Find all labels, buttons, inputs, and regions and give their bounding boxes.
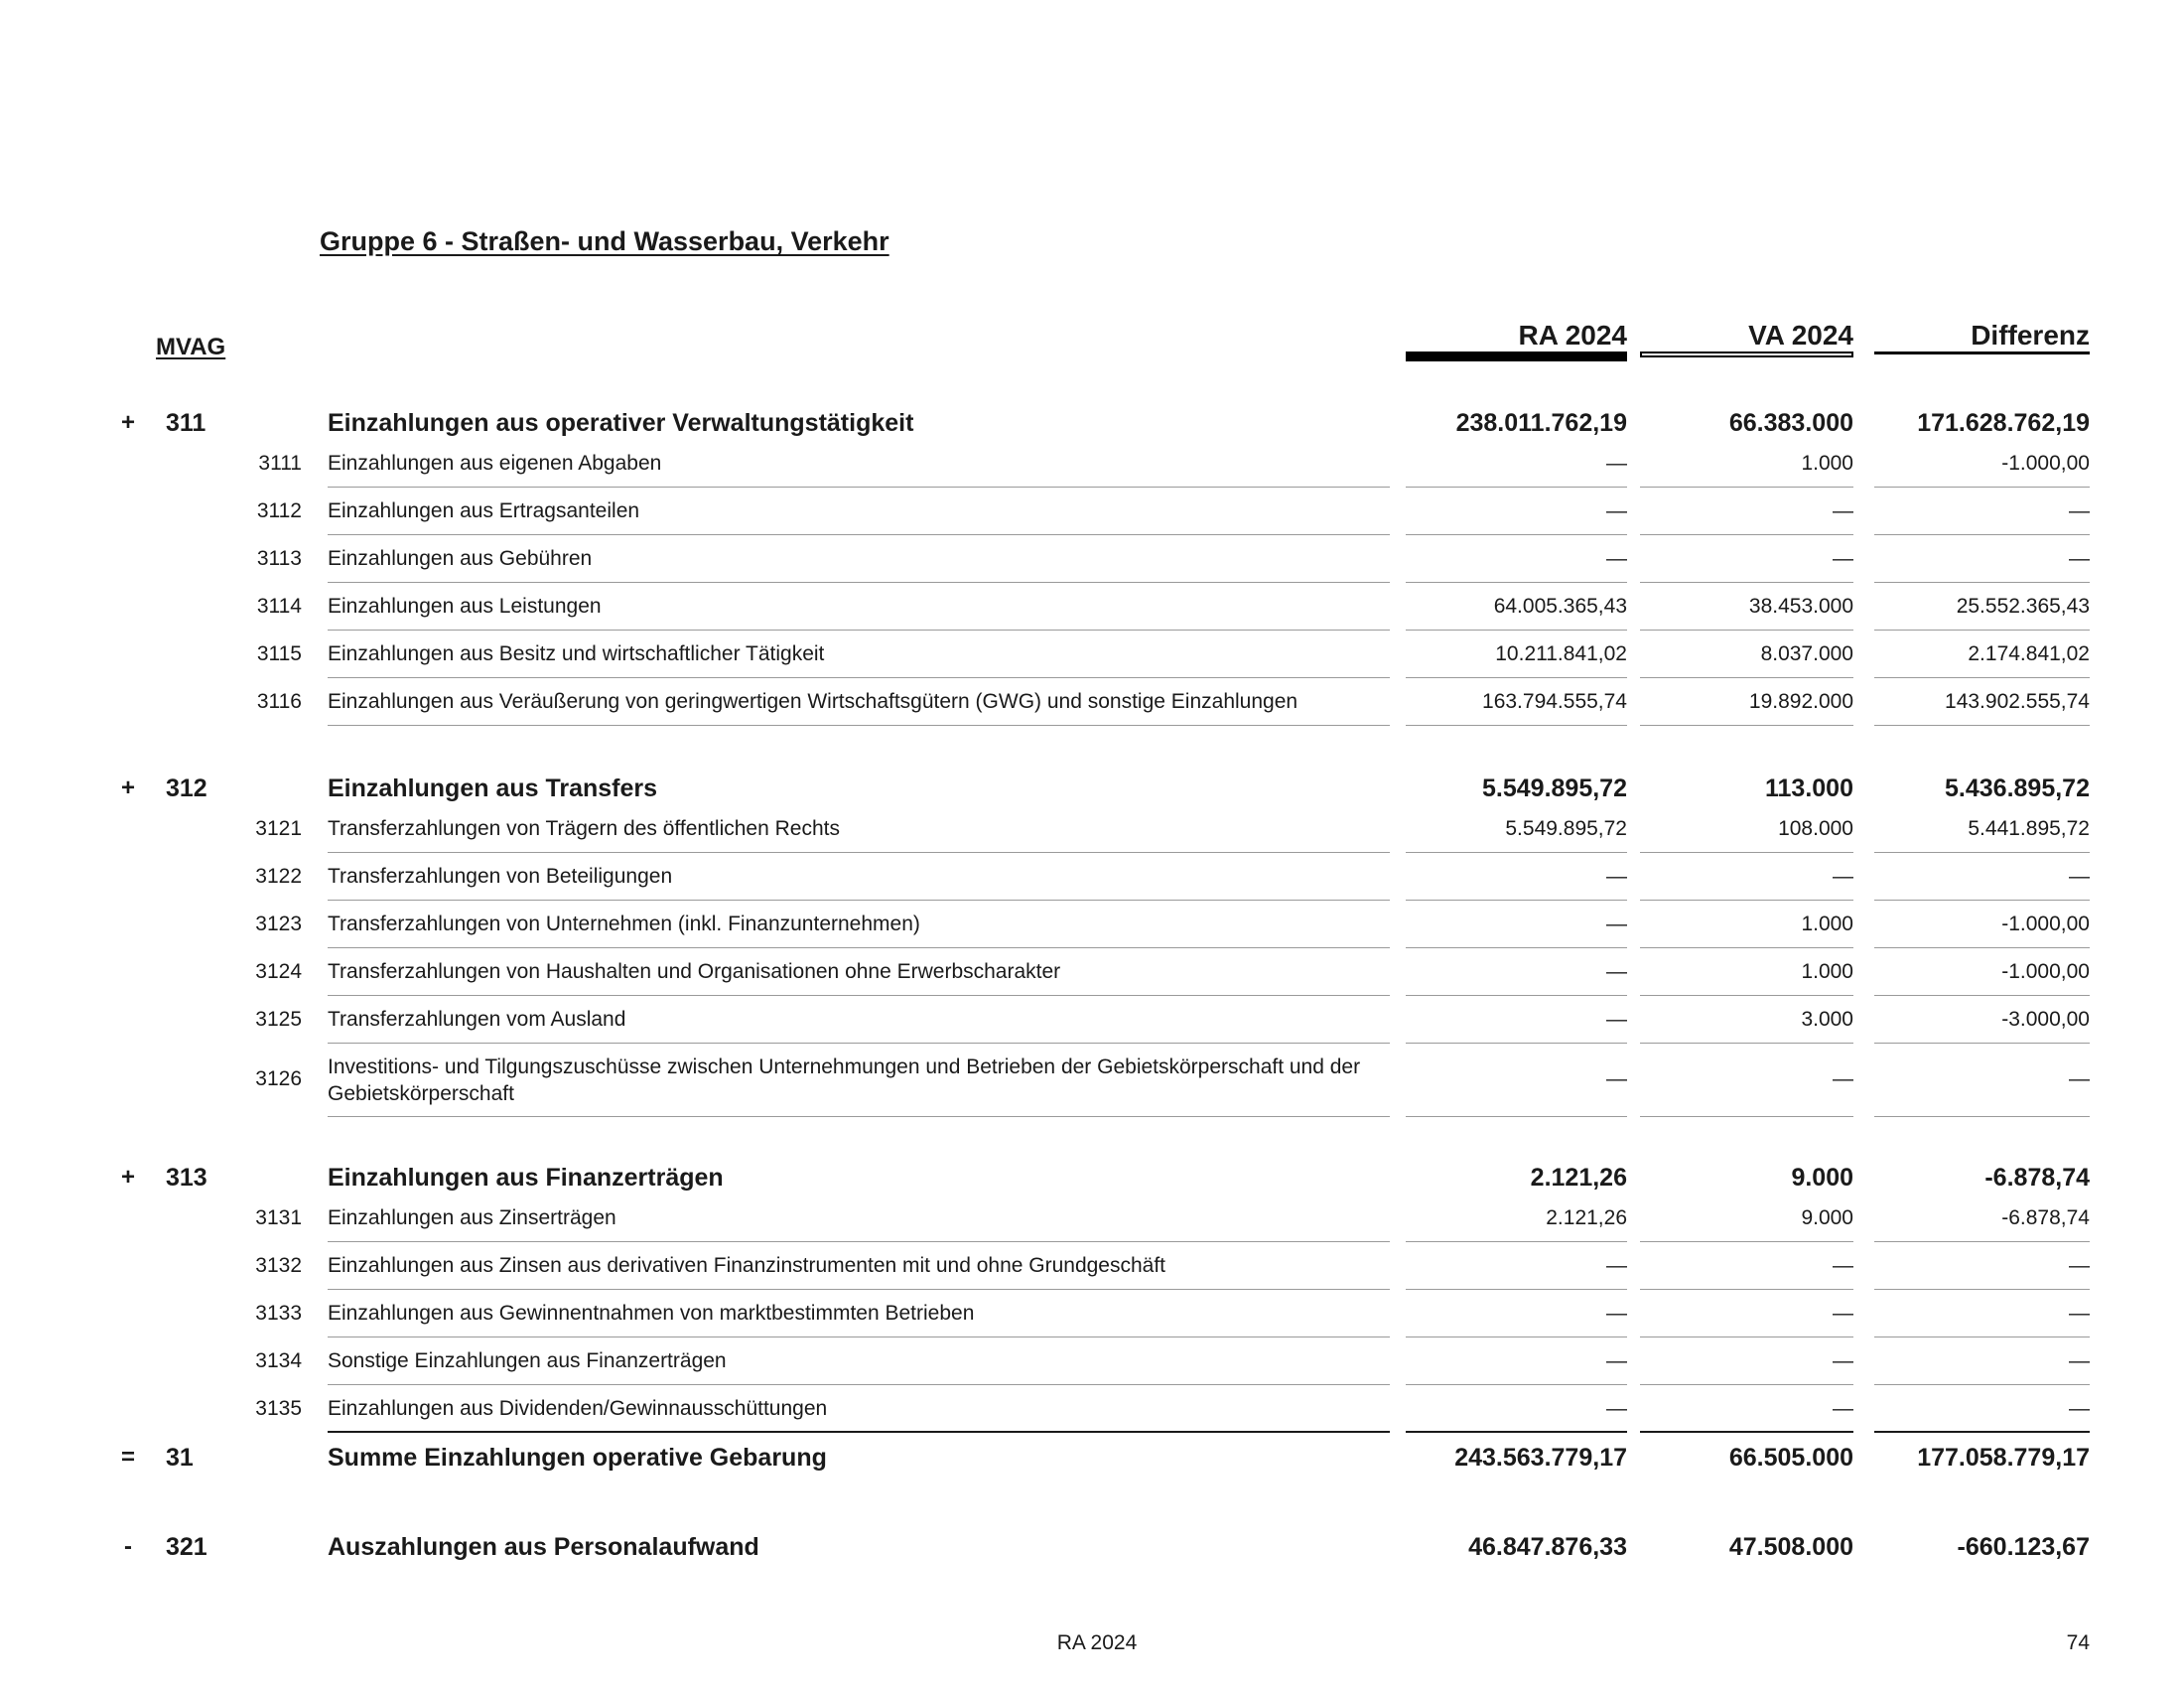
- table-row: [0, 996, 2184, 1044]
- row-value-diff: 5.436.895,72: [1945, 774, 2090, 802]
- row-value-ra: —: [1606, 452, 1627, 475]
- row-value-diff: —: [2069, 865, 2090, 888]
- table-row: [0, 948, 2184, 996]
- row-value-va: 1.000: [1801, 452, 1853, 475]
- table-row: [0, 488, 2184, 535]
- row-divider: [1874, 1116, 2090, 1117]
- row-divider: [1874, 725, 2090, 726]
- row-value-ra: —: [1606, 865, 1627, 888]
- row-label: Einzahlungen aus Transfers: [328, 774, 658, 802]
- row-label: Investitions- und Tilgungszuschüsse zwischen Unternehmungen und Betrieben der Gebietskörperschaft und der Gebietskörperschaft: [328, 1055, 1361, 1105]
- table-row: [0, 1044, 2184, 1117]
- row-value-ra: 2.121,26: [1546, 1206, 1627, 1229]
- table-row: [0, 1337, 2184, 1385]
- row-value-diff: -1.000,00: [2001, 913, 2090, 935]
- row-value-ra: —: [1606, 1397, 1627, 1420]
- row-value-va: —: [1833, 499, 1853, 522]
- table-row: [0, 1242, 2184, 1290]
- row-label: Einzahlungen aus Ertragsanteilen: [328, 499, 640, 522]
- table-row: [0, 1290, 2184, 1337]
- row-label: Einzahlungen aus Besitz und wirtschaftlicher Tätigkeit: [328, 642, 825, 665]
- row-divider: [328, 1116, 1390, 1117]
- row-value-ra: 46.847.876,33: [1468, 1533, 1627, 1561]
- table-row: [0, 583, 2184, 631]
- row-value-diff: —: [2069, 1067, 2090, 1090]
- row-value-va: 1.000: [1801, 960, 1853, 983]
- row-code: 3123: [255, 913, 302, 935]
- row-value-va: 66.505.000: [1728, 1444, 1853, 1472]
- row-value-diff: 143.902.555,74: [1945, 690, 2090, 713]
- row-sign: -: [124, 1533, 132, 1560]
- row-label: Einzahlungen aus operativer Verwaltungstätigkeit: [328, 409, 914, 437]
- row-sign: +: [120, 1164, 135, 1191]
- row-code: 3133: [255, 1302, 302, 1325]
- row-label: Einzahlungen aus Zinsen aus derivativen Finanzinstrumenten mit und ohne Grundgeschäft: [328, 1254, 1166, 1277]
- row-sign: +: [120, 409, 135, 436]
- row-label: Transferzahlungen vom Ausland: [328, 1008, 626, 1031]
- row-code: 3126: [255, 1067, 302, 1090]
- row-value-ra: —: [1606, 1349, 1627, 1372]
- row-code: 313: [166, 1164, 207, 1192]
- row-value-va: —: [1833, 547, 1853, 570]
- row-code: 311: [166, 409, 206, 437]
- table-row: [0, 1195, 2184, 1242]
- row-value-ra: 10.211.841,02: [1495, 642, 1627, 665]
- page-number: 74: [2066, 1631, 2090, 1654]
- row-divider: [328, 1431, 1390, 1433]
- row-value-ra: 238.011.762,19: [1455, 409, 1627, 437]
- row-value-diff: 2.174.841,02: [1968, 642, 2090, 665]
- row-value-diff: 177.058.779,17: [1917, 1444, 2090, 1472]
- row-value-diff: —: [2069, 499, 2090, 522]
- row-value-va: —: [1833, 1302, 1853, 1325]
- row-label: Einzahlungen aus Dividenden/Gewinnausschüttungen: [328, 1397, 828, 1420]
- row-value-va: 9.000: [1801, 1206, 1853, 1229]
- sum-row-31: [0, 1440, 2184, 1476]
- row-value-diff: —: [2069, 547, 2090, 570]
- row-value-diff: -6.878,74: [1984, 1164, 2090, 1192]
- row-value-va: —: [1833, 865, 1853, 888]
- row-code: 3134: [255, 1349, 302, 1372]
- table-row: [0, 901, 2184, 948]
- row-code: 31: [166, 1444, 194, 1472]
- row-value-va: 38.453.000: [1748, 595, 1853, 618]
- row-label: Transferzahlungen von Beteiligungen: [328, 865, 673, 888]
- column-header-va-2024: VA 2024: [1748, 320, 1853, 351]
- row-code: 3121: [255, 817, 302, 840]
- row-label: Transferzahlungen von Trägern des öffentlichen Rechts: [328, 817, 840, 840]
- row-value-ra: —: [1606, 1254, 1627, 1277]
- row-code: 3125: [255, 1008, 302, 1031]
- row-code: 3135: [255, 1397, 302, 1420]
- row-value-ra: —: [1606, 1008, 1627, 1031]
- footer-report-label: RA 2024: [1056, 1631, 1138, 1654]
- row-value-diff: -3.000,00: [2001, 1008, 2090, 1031]
- row-value-ra: 5.549.895,72: [1505, 817, 1627, 840]
- row-value-ra: —: [1606, 913, 1627, 935]
- row-value-ra: 243.563.779,17: [1454, 1444, 1627, 1472]
- row-value-ra: —: [1606, 960, 1627, 983]
- row-value-diff: -660.123,67: [1957, 1533, 2090, 1561]
- column-header-differenz: Differenz: [1971, 320, 2090, 351]
- table-row: [0, 631, 2184, 678]
- row-code: 321: [166, 1533, 207, 1561]
- row-value-va: —: [1833, 1254, 1853, 1277]
- row-value-va: 9.000: [1791, 1164, 1853, 1192]
- row-value-ra: —: [1606, 1067, 1627, 1090]
- row-value-va: —: [1833, 1397, 1853, 1420]
- row-value-va: 113.000: [1765, 774, 1853, 802]
- table-row: [0, 678, 2184, 726]
- section-row-321: [0, 1529, 2184, 1565]
- row-value-ra: 64.005.365,43: [1493, 595, 1627, 618]
- row-value-ra: —: [1606, 499, 1627, 522]
- mvag-column-label: MVAG: [156, 334, 226, 360]
- column-underline-ra: [1406, 352, 1627, 361]
- row-value-diff: 171.628.762,19: [1917, 409, 2090, 437]
- row-value-ra: —: [1606, 1302, 1627, 1325]
- row-label: Einzahlungen aus Gebühren: [328, 547, 593, 570]
- row-label: Transferzahlungen von Unternehmen (inkl. Finanzunternehmen): [328, 913, 920, 935]
- row-value-va: 3.000: [1801, 1008, 1853, 1031]
- section-row-311: [0, 405, 2184, 441]
- row-value-diff: —: [2069, 1302, 2090, 1325]
- row-value-ra: 5.549.895,72: [1482, 774, 1627, 802]
- row-code: 3115: [256, 642, 302, 665]
- section-row-312: [0, 771, 2184, 806]
- page-title: Gruppe 6 - Straßen- und Wasserbau, Verkehr: [320, 226, 889, 256]
- row-value-diff: -1.000,00: [2001, 960, 2090, 983]
- row-code: 3111: [258, 452, 302, 475]
- row-value-va: 47.508.000: [1728, 1533, 1853, 1561]
- row-code: 3114: [256, 595, 302, 618]
- row-code: 312: [166, 774, 207, 802]
- row-label: Auszahlungen aus Personalaufwand: [328, 1533, 759, 1561]
- row-value-ra: 163.794.555,74: [1482, 690, 1627, 713]
- row-value-diff: —: [2069, 1349, 2090, 1372]
- row-value-diff: —: [2069, 1254, 2090, 1277]
- row-label: Einzahlungen aus Finanzerträgen: [328, 1164, 724, 1192]
- table-row: [0, 1385, 2184, 1433]
- row-divider: [1640, 1116, 1853, 1117]
- row-divider: [328, 725, 1390, 726]
- row-value-ra: 2.121,26: [1530, 1164, 1627, 1192]
- row-divider: [1406, 725, 1627, 726]
- row-divider: [1640, 1431, 1853, 1433]
- table-row: [0, 440, 2184, 488]
- row-value-diff: —: [2069, 1397, 2090, 1420]
- row-value-ra: —: [1606, 547, 1627, 570]
- row-value-diff: 5.441.895,72: [1968, 817, 2090, 840]
- row-label: Summe Einzahlungen operative Gebarung: [328, 1444, 827, 1472]
- row-value-va: —: [1833, 1349, 1853, 1372]
- row-code: 3131: [255, 1206, 302, 1229]
- row-label: Einzahlungen aus Zinserträgen: [328, 1206, 616, 1229]
- row-label: Einzahlungen aus Gewinnentnahmen von marktbestimmten Betrieben: [328, 1302, 975, 1325]
- row-divider: [1406, 1431, 1627, 1433]
- row-value-va: 8.037.000: [1760, 642, 1853, 665]
- row-sign: =: [120, 1444, 135, 1471]
- table-row: [0, 535, 2184, 583]
- row-code: 3112: [256, 499, 302, 522]
- row-value-va: 19.892.000: [1748, 690, 1853, 713]
- section-row-313: [0, 1160, 2184, 1196]
- row-label: Einzahlungen aus Leistungen: [328, 595, 602, 618]
- row-value-diff: 25.552.365,43: [1956, 595, 2090, 618]
- row-label: Transferzahlungen von Haushalten und Organisationen ohne Erwerbscharakter: [328, 960, 1061, 983]
- row-value-va: 1.000: [1801, 913, 1853, 935]
- column-header-ra-2024: RA 2024: [1518, 320, 1627, 351]
- row-label: Einzahlungen aus eigenen Abgaben: [328, 452, 662, 475]
- row-label: Sonstige Einzahlungen aus Finanzerträgen: [328, 1349, 727, 1372]
- row-value-diff: -6.878,74: [2001, 1206, 2090, 1229]
- row-code: 3124: [255, 960, 302, 983]
- row-value-va: —: [1833, 1067, 1853, 1090]
- row-value-va: 108.000: [1778, 817, 1853, 840]
- row-code: 3116: [256, 690, 302, 713]
- row-value-diff: -1.000,00: [2001, 452, 2090, 475]
- row-label: Einzahlungen aus Veräußerung von geringwertigen Wirtschaftsgütern (GWG) und sonstige Einzahlungen: [328, 690, 1298, 713]
- row-code: 3113: [256, 547, 302, 570]
- table-row: [0, 805, 2184, 853]
- row-sign: +: [120, 774, 135, 801]
- row-code: 3132: [255, 1254, 302, 1277]
- column-underline-va: [1640, 352, 1853, 357]
- row-divider: [1640, 725, 1853, 726]
- table-row: [0, 853, 2184, 901]
- row-divider: [1406, 1116, 1627, 1117]
- row-value-va: 66.383.000: [1728, 409, 1853, 437]
- row-code: 3122: [255, 865, 302, 888]
- column-underline-differenz: [1874, 352, 2090, 354]
- row-divider: [1874, 1431, 2090, 1433]
